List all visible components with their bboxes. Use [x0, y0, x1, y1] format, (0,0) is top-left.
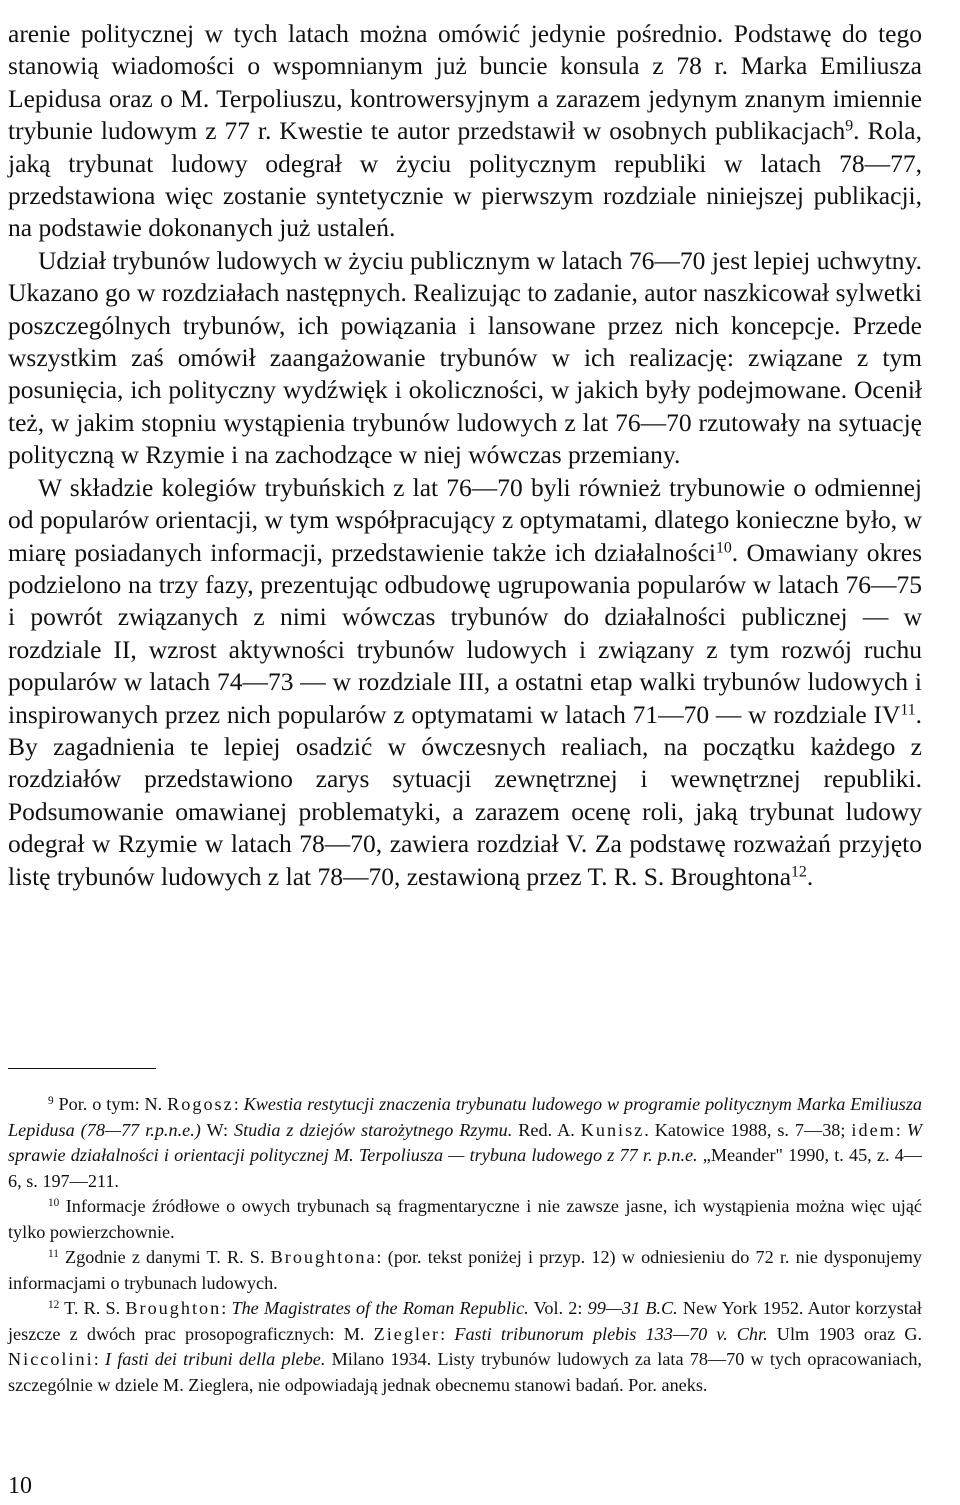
footnote-12-author-3: Niccolini	[8, 1349, 94, 1369]
footnote-9-author-1: Rogosz	[167, 1094, 234, 1114]
footnote-10-number: 10	[48, 1196, 60, 1209]
paragraph-2	[8, 245, 922, 472]
footnote-12-text-h: Milano 1934. Listy trybunów ludowych za lata 78—70 w tych opracowaniach, szczególnie w dziele M. Zieglera, nie odpowiadają jednak obecnemu stanowi badań. Por. aneks.	[8, 1349, 922, 1395]
footnote-12-text-f: Ulm 1903 oraz G.	[767, 1323, 923, 1344]
footnote-9-number: 9	[48, 1094, 54, 1107]
paragraph-3-text-d: .	[806, 861, 814, 891]
footnote-9-author-3: idem	[851, 1119, 896, 1140]
footnote-12-title-4: I fasti dei tribuni della plebe.	[104, 1349, 326, 1369]
footnote-12-text-a: T. R. S.	[59, 1298, 126, 1318]
paragraph-2-text: Udział trybunów ludowych w życiu publicznym w latach 76—70 jest lepiej uchwytny. Ukazano go w rozdziałach następnych. Realizując to zadanie, autor naszkicował sylwetki poszczególnych trybunów, ich powiązania i lansowane przez nich koncepcje. Przede wszystkim zaś omówił zaangażowanie trybunów w ich realizację: związane z tym posunięcia, ich polityczny wydźwięk i okoliczności, w jakich były podejmowane. Ocenił też, w jakim stopniu wystąpienia trybunów ludowych z lat 76—70 rzutowały na sytuację polityczną w Rzymie i na zachodzące w niej wówczas przemiany.	[8, 245, 922, 470]
footnote-divider	[8, 1068, 156, 1069]
footnote-11-number: 11	[48, 1247, 59, 1260]
footnote-9-title-3: W sprawie działalności i orientacji politycznej M. Terpoliusza — trybuna ludowego z 77 r. p.n.e.	[8, 1119, 922, 1165]
footnote-12-text-b: :	[221, 1298, 232, 1318]
footnote-10	[8, 1194, 922, 1245]
footnote-9	[8, 1092, 922, 1194]
paragraph-1-text-b: . Rola, jaką trybunat ludowy odegrał w życiu politycznym republiki w latach 78—77, przedstawiona więc zostanie syntetycznie w pierwszym rozdziale niniejszej publikacji, na podstawie dokonanych już ustaleń.	[8, 116, 922, 243]
footnote-ref-11: 11	[900, 700, 916, 718]
footnote-9-author-2: Kunisz	[580, 1119, 645, 1140]
paragraph-1	[8, 18, 922, 245]
footnote-9-text-g: „Meander" 1990, t. 45, z. 4—6, s. 197—211.	[8, 1145, 922, 1191]
footnote-12-title-2: 99—31 B.C.	[587, 1298, 678, 1318]
footnote-ref-10: 10	[715, 538, 732, 556]
paragraph-3	[8, 472, 922, 893]
paragraph-3-text-c: . By zagadnienia te lepiej osadzić w ówczesnych realiach, na początku każdego z rozdziałów przedstawiono zarys sytuacji zewnętrznej i wewnętrznej republiki. Podsumowanie omawianej problematyki, a zarazem ocenę roli, jaką trybunat ludowy odegrał w Rzymie w latach 78—70, zawiera rozdział V. Za podstawę rozważań przyjęto listę trybunów ludowych z lat 78—70, zestawioną przez T. R. S. Broughtona	[8, 699, 922, 891]
footnote-12-text-c: Vol. 2:	[528, 1298, 588, 1318]
paragraph-1-text-a: arenie politycznej w tych latach można omówić jedynie pośrednio. Podstawę do tego stanowią wiadomości o wspomnianym już buncie konsula z 78 r. Marka Emiliusza Lepidusa oraz o M. Terpoliuszu, kontrowersyjnym a zarazem jedynym znanym imiennie trybunie ludowym z 77 r. Kwestie te autor przedstawił w osobnych publikacjach	[8, 19, 922, 146]
footnote-9-title-2: Studia z dziejów starożytnego Rzymu.	[233, 1119, 513, 1140]
footnote-11-text-b: : (por. tekst poniżej i przyp. 12) w odniesieniu do 72 r. nie dysponujemy informacjami o trybunach ludowych.	[8, 1247, 923, 1293]
page-number: 10	[8, 1473, 32, 1499]
footnote-12-text-e: :	[440, 1323, 455, 1344]
footnote-10-text: Informacje źródłowe o owych trybunach są fragmentaryczne i nie zawsze jasne, ich wystąpienia można więc ująć tylko powierzchownie.	[8, 1196, 922, 1242]
footnote-11-text-a: Zgodnie z danymi T. R. S.	[58, 1247, 271, 1267]
footnote-12-author-1: Broughton	[125, 1298, 222, 1318]
footnote-12-title-1: The Magistrates of the Roman Republic.	[231, 1298, 529, 1318]
footnote-12	[8, 1296, 922, 1398]
footnote-9-text-a: Por. o tym: N.	[53, 1094, 168, 1114]
footnote-12-author-2: Ziegler	[373, 1323, 441, 1344]
footnote-9-text-f: :	[895, 1119, 907, 1140]
footnote-11	[8, 1245, 922, 1296]
footnote-12-text-g: :	[93, 1349, 105, 1369]
footnote-9-title-1: Kwestia restytucji znaczenia trybunatu ludowego w programie politycznym Marka Emiliusza Lepidusa (78—77 r.p.n.e.)	[8, 1094, 922, 1140]
footnote-9-text-b: :	[233, 1094, 244, 1114]
footnotes	[8, 1092, 922, 1398]
footnote-9-text-d: Red. A.	[512, 1119, 581, 1140]
footnote-11-author: Broughtona	[270, 1247, 377, 1267]
footnote-ref-12: 12	[791, 862, 807, 880]
footnote-9-text-e: . Katowice 1988, s. 7—38;	[644, 1119, 852, 1140]
footnote-9-text-c: W:	[200, 1119, 234, 1140]
footnote-12-title-3: Fasti tribunorum plebis 133—70 v. Chr.	[454, 1323, 768, 1344]
paragraph-3-text-b: . Omawiany okres podzielono na trzy fazy, prezentując odbudowę ugrupowania popularów w latach 76—75 i powrót związanych z nimi wówczas trybunów do działalności publicznej — w rozdziale II, wzrost aktywności trybunów ludowych i związany z tym rozwój ruchu popularów w latach 74—73 — w rozdziale III, a ostatni etap walki trybunów ludowych i inspirowanych przez nich popularów z optymatami w latach 71—70 — w rozdziale IV	[8, 537, 922, 729]
footnote-12-number: 12	[48, 1298, 60, 1311]
main-text	[8, 18, 922, 893]
footnote-ref-9: 9	[845, 117, 854, 135]
footnote-12-text-d: New York 1952. Autor korzystał jeszcze z dwóch prac prosopograficznych: M.	[8, 1298, 922, 1344]
paragraph-3-text-a: W składzie kolegiów trybuńskich z lat 76—70 byli również trybunowie o odmiennej od popularów orientacji, w tym współpracujący z optymatami, dlatego konieczne było, w miarę posiadanych informacji, przedstawienie także ich działalności	[8, 472, 922, 567]
